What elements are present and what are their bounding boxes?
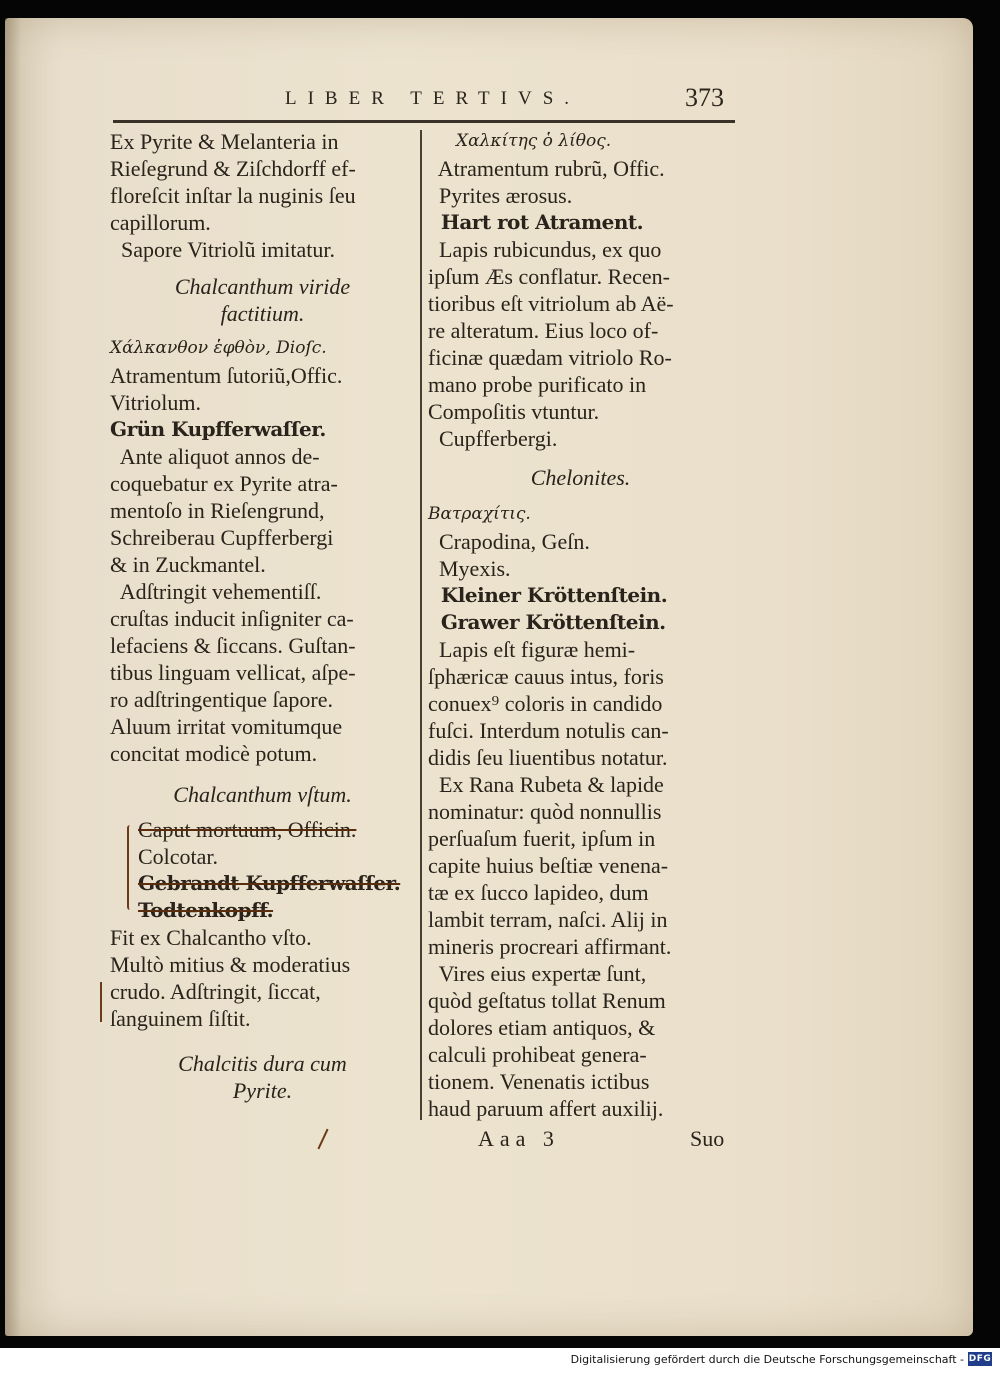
greek-name: Χάλκανθον ἑφθὸν, Dioſc. — [110, 338, 327, 358]
text-line: ſanguinem ſiſtit. — [110, 1006, 251, 1031]
head-rule — [113, 120, 735, 123]
ink-bracket-mark — [100, 982, 108, 1022]
viewer-footer — [0, 1348, 1000, 1373]
german-name: Hart rot Atrament. — [428, 210, 644, 234]
text-line: Compoſitis vtuntur. — [428, 399, 600, 424]
german-name: Grawer Kröttenſtein. — [428, 610, 666, 634]
page-number: 373 — [685, 83, 724, 112]
section-heading: Chalcanthum viride — [174, 274, 351, 299]
text-line: Pyrites ærosus. — [428, 183, 573, 208]
text-line: ſphæricæ cauus intus, foris — [428, 664, 664, 689]
catchword: Suo — [690, 1126, 725, 1151]
text-line: mineris procreari affirmant. — [428, 934, 672, 959]
text-line: Atramentum rubrũ, Offic. — [428, 156, 665, 181]
dfg-logo-icon: DFG — [968, 1354, 992, 1364]
right-column — [428, 128, 733, 1122]
text-line: Sapore Vitriolũ imitatur. — [110, 237, 335, 262]
text-line: tionem. Venenatis ictibus — [428, 1069, 650, 1094]
text-line: Lapis eſt figuræ hemi- — [428, 637, 636, 662]
text-line: Colcotar. — [138, 844, 219, 869]
page-gutter-shadow — [5, 18, 21, 1336]
text-line: nominatur: quòd nonnullis — [428, 799, 662, 824]
text-line: tioribus eſt vitriolum ab Aë- — [428, 291, 674, 316]
text-line: ro adſtringentique ſapore. — [110, 687, 333, 712]
text-line: Multò mitius & moderatius — [110, 952, 351, 977]
text-line: perſuaſum fuerit, ipſum in — [428, 826, 656, 851]
text-line: Fit ex Chalcantho vſto. — [110, 925, 312, 950]
struck-text: Gebrandt Kupfferwaſſer. — [138, 871, 401, 895]
text-line: Cupfferbergi. — [428, 426, 558, 451]
text-line: re alteratum. Eius loco of- — [428, 318, 659, 343]
text-line: lefaciens & ſiccans. Guſtan- — [110, 633, 356, 658]
text-line: & in Zuckmantel. — [110, 552, 266, 577]
section-heading: Chalcanthum vſtum. — [173, 782, 352, 807]
text-line: floreſcit inſtar la nuginis ſeu — [110, 183, 356, 208]
text-line: tibus linguam vellicat, aſpe- — [110, 660, 356, 685]
text-line: Ante aliquot annos de- — [110, 444, 320, 469]
text-line: Aluum irritat vomitumque — [110, 714, 343, 739]
text-line: Adſtringit vehementiſſ. — [110, 579, 322, 604]
text-line: Ex Rana Rubeta & lapide — [428, 772, 664, 797]
text-line: cruſtas inducit inſigniter ca- — [110, 606, 354, 631]
text-line: conuex⁹ coloris in candido — [428, 691, 663, 716]
text-line: mano probe purificato in — [428, 372, 647, 397]
text-line: dolores etiam antiquos, & — [428, 1015, 656, 1040]
signature-mark: Aaa 3 — [478, 1126, 560, 1151]
text-line: fuſci. Interdum notulis can- — [428, 718, 669, 743]
text-line: Crapodina, Geſn. — [428, 529, 590, 554]
text-line: coquebatur ex Pyrite atra- — [110, 471, 338, 496]
column-rule — [420, 130, 422, 1120]
section-heading: Chalcitis dura cum — [178, 1051, 347, 1076]
section-heading: Pyrite. — [232, 1078, 293, 1103]
text-line: quòd geſtatus tollat Renum — [428, 988, 666, 1013]
text-line: Atramentum ſutoriũ,Offic. — [110, 363, 343, 388]
text-line: crudo. Adſtringit, ſiccat, — [110, 979, 321, 1004]
text-line: calculi prohibeat genera- — [428, 1042, 647, 1067]
text-line: Myexis. — [428, 556, 511, 581]
text-line: Rieſegrund & Ziſchdorff ef- — [110, 156, 356, 181]
text-line: capillorum. — [110, 210, 211, 235]
ink-bracket-mark — [127, 825, 135, 910]
german-name: Grün Kupfferwaſſer. — [110, 417, 326, 441]
text-line: Schreiberau Cupfferbergi — [110, 525, 334, 550]
german-name: Kleiner Kröttenſtein. — [428, 583, 668, 607]
struck-text: Caput mortuum, Officin. — [138, 817, 357, 842]
section-heading: Chelonites. — [530, 465, 631, 490]
text-line: didis ſeu liuentibus notatur. — [428, 745, 668, 770]
text-line: haud paruum affert auxilij. — [428, 1096, 664, 1121]
funding-credit: Digitalisierung gefördert durch die Deutsche Forschungsgemeinschaft - — [570, 1353, 964, 1366]
text-line: Vitriolum. — [110, 390, 201, 415]
section-heading: factitium. — [220, 301, 305, 326]
text-line: mentoſo in Rieſengrund, — [110, 498, 325, 523]
text-line: Lapis rubicundus, ex quo — [428, 237, 662, 262]
text-line: concitat modicè potum. — [110, 741, 318, 766]
text-line: capite huius beſtiæ venena- — [428, 853, 669, 878]
greek-name: Χαλκίτης ὁ λίθος. — [456, 131, 612, 151]
text-line: ficinæ quædam vitriolo Ro- — [428, 345, 672, 370]
text-line: lambit terram, naſci. Alij in — [428, 907, 668, 932]
greek-name: Βατραχίτις. — [428, 504, 531, 524]
struck-text: Todtenkopff. — [138, 898, 274, 922]
text-line: tæ ex ſucco lapideo, dum — [428, 880, 649, 905]
text-line: Vires eius expertæ ſunt, — [428, 961, 647, 986]
left-column — [110, 128, 415, 1104]
running-head: LIBER TERTIVS. — [285, 88, 581, 109]
text-line: Ex Pyrite & Melanteria in — [110, 129, 339, 154]
text-line: ipſum Æs conflatur. Recen- — [428, 264, 670, 289]
